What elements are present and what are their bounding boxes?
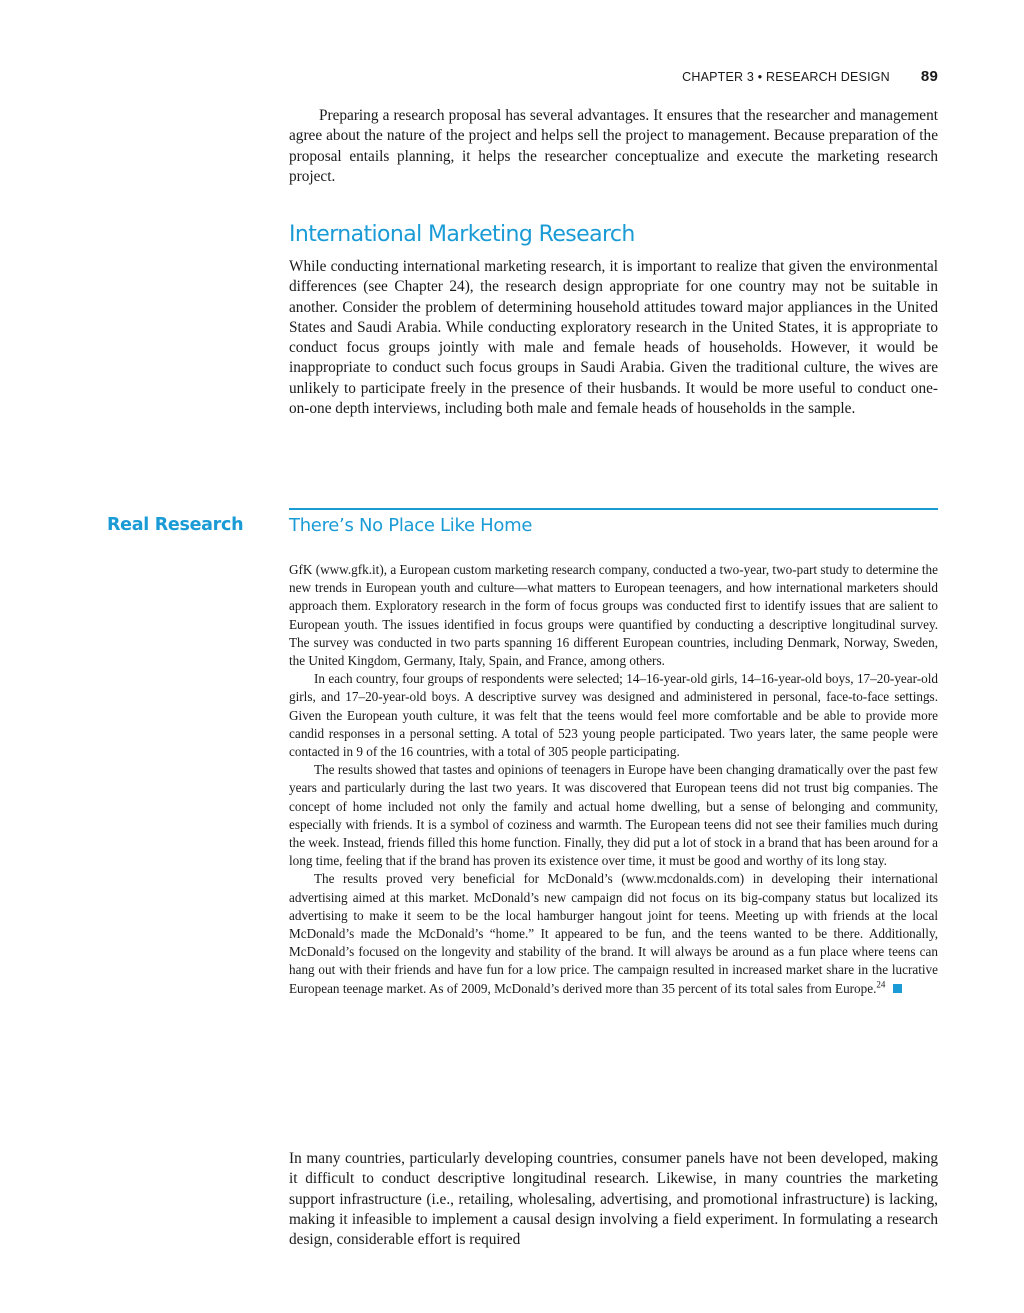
section-body (289, 257, 938, 419)
intro-paragraph: Preparing a research proposal has several advantages. It ensures that the researcher and management agree about the nature of the project and helps sell the project to management. Because preparation of the proposal entails planning, it helps the researcher conceptualize and execute the marketing research project. (289, 107, 938, 185)
end-of-box-marker (893, 984, 902, 993)
real-research-divider (289, 508, 938, 510)
case-paragraph-4 (289, 870, 938, 997)
section-heading: International Marketing Research (289, 222, 635, 247)
chapter-topic: RESEARCH DESIGN (766, 70, 890, 84)
real-research-body (289, 561, 938, 998)
chapter-label: CHAPTER 3 (682, 70, 755, 84)
page-number: 89 (920, 68, 938, 85)
footnote-reference: 24 (876, 979, 886, 990)
intro-section (289, 106, 938, 187)
section-paragraph: While conducting international marketing research, it is important to realize that given the environmental differences (see Chapter 24), the research design appropriate for one country may not be suitable in another. Consider the problem of determining household attitudes toward major appliances in the United States and Saudi Arabia. While conducting exploratory research in the United States, it is appropriate to conduct focus groups jointly with male and female heads of households. However, it would be inappropriate to conduct such focus groups in Saudi Arabia. Given the traditional culture, the wives are unlikely to participate freely in the presence of their husbands. It would be more useful to conduct one-on-one depth interviews, including both male and female heads of households in the sample. (289, 258, 938, 418)
closing-section (289, 1149, 938, 1250)
closing-paragraph: In many countries, particularly developing countries, consumer panels have not been developed, making it difficult to conduct descriptive longitudinal research. Likewise, in many countries the marketing support infrastructure (i.e., retailing, wholesaling, advertising, and promotional infrastructure) is lacking, making it infeasible to implement a causal design involving a field experiment. In formulating a research design, considerable effort is required (289, 1150, 938, 1249)
case-paragraph-3: The results showed that tastes and opinions of teenagers in Europe have been changing dramatically over the past few years and particularly during the last two years. It was discovered that European teens did not trust big companies. The concept of home included not only the family and actual home dwelling, but a sense of belonging and community, especially with friends. It is a symbol of coziness and warmth. The European teens did not see their families much during the week. Instead, friends filled this home function. Finally, they did put a lot of stock in a brand that has been around for a long time, feeling that if the brand has proven its existence over time, it must be good and worthy of its long stay. (289, 762, 938, 869)
running-head-chapter (682, 70, 890, 84)
header-separator: • (757, 70, 763, 84)
real-research-title: There’s No Place Like Home (289, 515, 533, 536)
real-research-label: Real Research (107, 515, 244, 535)
case-paragraph-2: In each country, four groups of respondents were selected; 14–16-year-old girls, 14–16-year-old boys, 17–20-year-old girls, and 17–20-year-old boys. A descriptive survey was designed and administered in personal, face-to-face settings. Given the European youth culture, it was felt that the teens would feel more comfortable and be able to provide more candid responses in a personal setting. A total of 523 young people participated. Two years later, the same people were contacted in 9 of the 16 countries, with a total of 305 people participating. (289, 671, 938, 760)
running-head (682, 68, 938, 85)
case-paragraph-4-text: The results proved very beneficial for McDonald’s (www.mcdonalds.com) in developing their international advertising aimed at this market. McDonald’s new campaign did not focus on its big-company status but localized its advertising to make it seem to be the local hamburger hangout joint for teens. Meeting up with friends at the local McDonald’s made the McDonald’s “home.” It appeared to be fun, and the teens wanted to be there. Additionally, McDonald’s focused on the longevity and stability of the brand. It will always be around as a fun place where teens can hang out with their friends and have fun for a low price. The campaign resulted in increased market share in the lucrative European teenage market. As of 2009, McDonald’s derived more than 35 percent of its total sales from Europe. (289, 871, 938, 996)
case-paragraph-1: GfK (www.gfk.it), a European custom marketing research company, conducted a two-year, two-part study to determine the new trends in European youth and culture—what matters to European teenagers, and how international marketers should approach them. Exploratory research in the form of focus groups was conducted first to identify issues that are salient to European youth. The issues identified in focus groups were quantified by conducting a descriptive longitudinal survey. The survey was conducted in two parts spanning 16 different European countries, including Denmark, Norway, Sweden, the United Kingdom, Germany, Italy, Spain, and France, among others. (289, 562, 938, 669)
